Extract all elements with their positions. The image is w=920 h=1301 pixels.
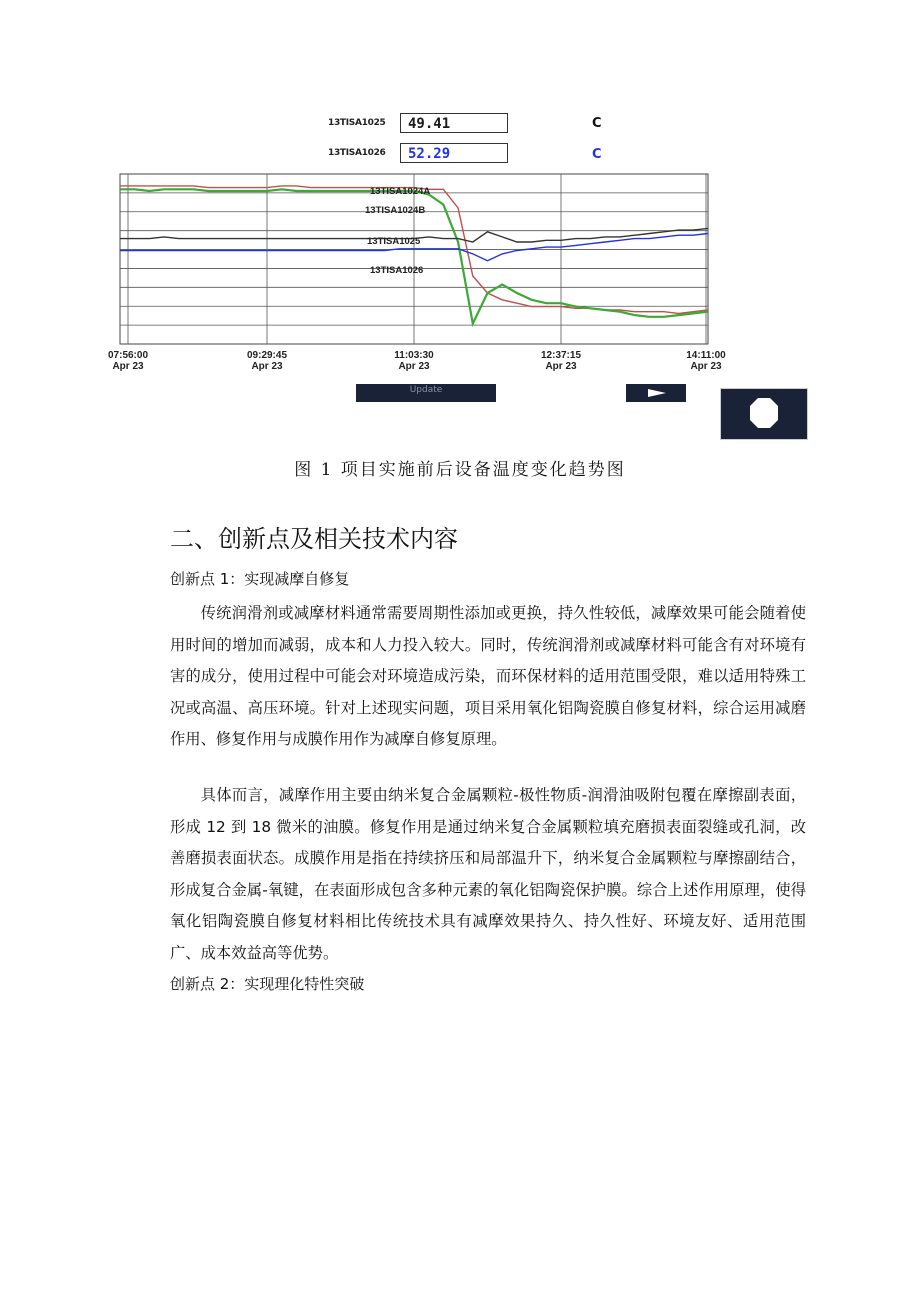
update-button[interactable] [356, 384, 496, 402]
readout-value-1026: 52.29 [400, 143, 508, 163]
series-label: 13TISA1025 [367, 236, 421, 247]
readout-tag-1025: 13TISA1025 [328, 118, 386, 128]
x-tick-date: Apr 23 [545, 361, 577, 372]
figure-caption: 图 1 项目实施前后设备温度变化趋势图 [294, 460, 626, 480]
innovation-1-paragraph-2: 具体而言，减摩作用主要由纳米复合金属颗粒-极性物质-润滑油吸附包覆在摩擦副表面，形成 12 到 18 微米的油膜。修复作用是通过纳米复合金属颗粒填充磨损表面裂缝或孔洞，改善磨损表面状态。成膜作用是指在持续挤压和局部温升下，纳米复合金属颗粒与摩擦副结合，形成复合金属-氧键，在表面形成包含多种元素的氧化铝陶瓷保护膜。综合上述作用原理，使得氧化铝陶瓷膜自修复材料相比传统技术具有减摩效果持久、持久性好、环境友好、适用范围广、成本效益高等优势。 [170, 786, 806, 962]
innovation-1-paragraph-1: 传统润滑剂或减摩材料通常需要周期性添加或更换，持久性较低，减摩效果可能会随着使用时间的增加而减弱，成本和人力投入较大。同时，传统润滑剂或减摩材料可能含有对环境有害的成分，使用过程中可能会对环境造成污染，而环保材料的适用范围受限，难以适用特殊工况或高温、高压环境。针对上述现实问题，项目采用氧化铝陶瓷膜自修复材料，综合运用减磨作用、修复作用与成膜作用作为减摩自修复原理。 [170, 604, 806, 748]
x-tick-time: 09:29:45 [246, 350, 288, 361]
readout-value-1025: 49.41 [400, 113, 508, 133]
x-tick-time: 14:11:00 [686, 350, 726, 361]
readout-unit-1025: C [592, 116, 602, 131]
stop-button[interactable] [720, 388, 808, 440]
section-heading: 二、创新点及相关技术内容 [170, 525, 458, 553]
x-tick-time: 11:03:30 [394, 350, 434, 361]
x-tick-time: 07:56:00 [107, 350, 149, 361]
series-label: 13TISA1024B [365, 205, 426, 216]
x-tick-date: Apr 23 [251, 361, 283, 372]
series-label: 13TISA1024A [370, 186, 431, 197]
series-label: 13TISA1026 [370, 265, 424, 276]
trend-chart [107, 172, 726, 384]
readout-tag-1026: 13TISA1026 [328, 148, 386, 158]
x-tick-time: 12:37:15 [540, 350, 582, 361]
trend-figure [107, 104, 810, 440]
readout-unit-1026: C [592, 147, 602, 162]
x-tick-date: Apr 23 [398, 361, 430, 372]
play-icon [626, 384, 686, 402]
x-tick-date: Apr 23 [112, 361, 144, 372]
x-tick-date: Apr 23 [690, 361, 722, 372]
update-label: Update [409, 385, 443, 395]
play-button[interactable] [626, 384, 686, 402]
innovation-2-title: 创新点 2：实现理化特性突破 [170, 975, 365, 993]
stop-icon [721, 389, 807, 439]
innovation-1-title: 创新点 1：实现减摩自修复 [170, 570, 350, 588]
